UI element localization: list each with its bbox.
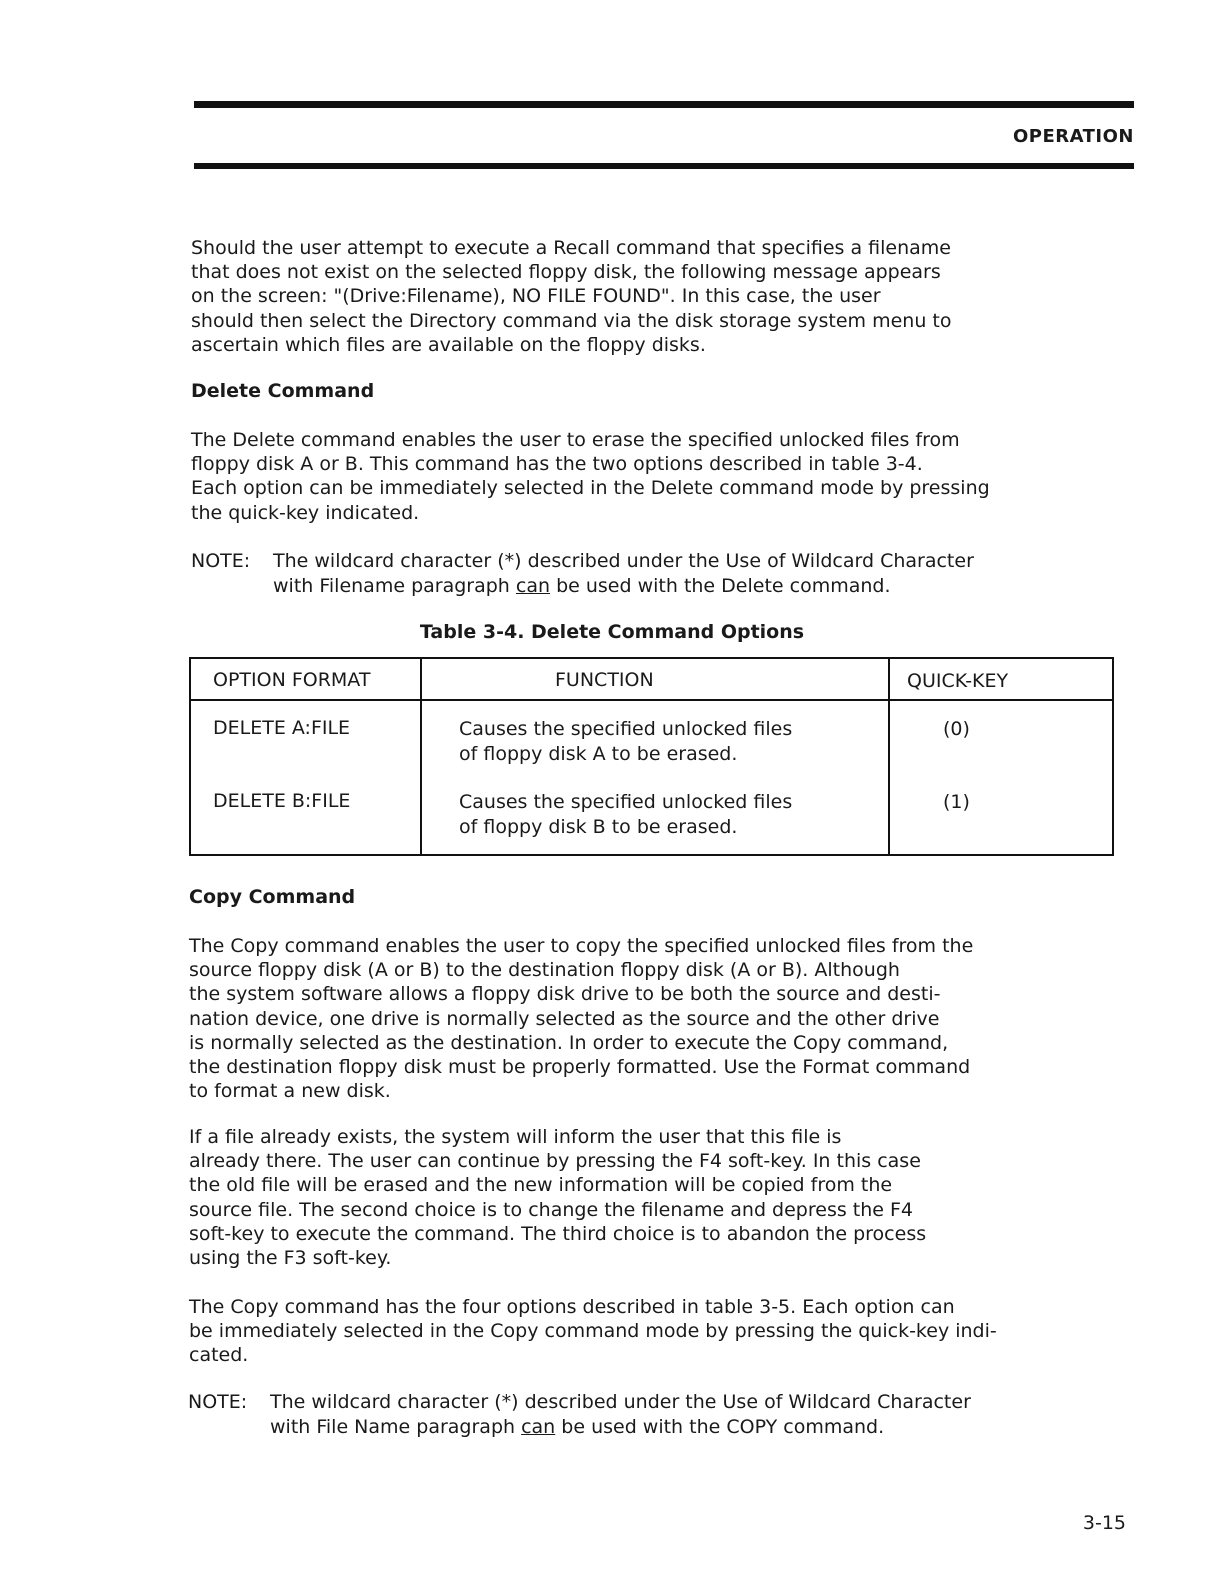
- note-label: NOTE:: [188, 1391, 248, 1413]
- running-head: OPERATION: [1012, 126, 1134, 147]
- note-line: The wildcard character (*) described under the Use of Wildcard Character: [270, 1391, 971, 1413]
- note-label: NOTE:: [191, 550, 251, 572]
- table-cell-quick-key: (1): [943, 791, 970, 813]
- copy-existing-file-paragraph: If a file already exists, the system will inform the user that this file is already there. The user can continue by pressing the F4 soft-key. In this case the old file will be erased and the new information will be copied from the source file. The second choice is to change the filename and depress the F4 soft-key to execute the command. The third choice is to abandon the process using the F3 soft-key.: [189, 1126, 927, 1270]
- note-line: [270, 1415, 884, 1440]
- delete-command-heading: Delete Command: [191, 380, 375, 402]
- column-header-function: FUNCTION: [555, 669, 654, 691]
- table-column-divider: [888, 659, 890, 854]
- column-header-option-format: OPTION FORMAT: [213, 669, 371, 691]
- page-number: 3-15: [1082, 1512, 1126, 1534]
- copy-command-paragraph: The Copy command enables the user to copy the specified unlocked files from the source floppy disk (A or B) to the destination floppy disk (A or B). Although the system software allows a floppy disk drive to be both the source and desti- nation device, one drive is normally selected as the source and the other drive is normally selected as the destination. In order to execute the Copy command, the destination floppy disk must be properly formatted. Use the Format command to format a new disk.: [189, 935, 974, 1103]
- header-rule-bottom: [194, 163, 1134, 169]
- note-line: The wildcard character (*) described under the Use of Wildcard Character: [273, 550, 974, 572]
- note-line: [273, 574, 891, 599]
- delete-command-paragraph: The Delete command enables the user to erase the specified unlocked files from floppy disk A or B. This command has the two options described in table 3-4. Each option can be immediately selected in the Delete command mode by pressing the quick-key indicated.: [191, 429, 990, 524]
- table-cell-function: Causes the specified unlocked files of floppy disk B to be erased.: [459, 791, 793, 838]
- table-cell-option: DELETE B:FILE: [213, 790, 351, 812]
- table-column-divider: [420, 659, 422, 854]
- note-text: be used with the COPY command.: [555, 1415, 885, 1438]
- note-emphasis: can: [521, 1415, 556, 1438]
- copy-options-paragraph: The Copy command has the four options described in table 3-5. Each option can be immediately selected in the Copy command mode by pressing the quick-key indi- cated.: [189, 1296, 997, 1367]
- table-cell-function: Causes the specified unlocked files of floppy disk A to be erased.: [459, 718, 793, 765]
- note-text: be used with the Delete command.: [550, 574, 891, 597]
- intro-paragraph: Should the user attempt to execute a Recall command that specifies a filename that does not exist on the selected floppy disk, the following message appears on the screen: "(Drive:Filename), NO FILE FOUND". In this case, the user should then select the Directory command via the disk storage system menu to ascertain which files are available on the floppy disks.: [191, 237, 952, 356]
- note-text: with Filename paragraph: [273, 574, 516, 597]
- delete-options-table: [189, 657, 1114, 856]
- header-rule-top: [194, 101, 1134, 108]
- column-header-quick-key: QUICK-KEY: [907, 670, 1009, 692]
- note-text: with File Name paragraph: [270, 1415, 522, 1438]
- table-cell-option: DELETE A:FILE: [213, 717, 351, 739]
- copy-command-heading: Copy Command: [189, 886, 356, 908]
- table-header-divider: [191, 699, 1112, 701]
- note-emphasis: can: [515, 574, 551, 597]
- table-cell-quick-key: (0): [943, 718, 970, 740]
- table-caption: Table 3-4. Delete Command Options: [419, 621, 805, 643]
